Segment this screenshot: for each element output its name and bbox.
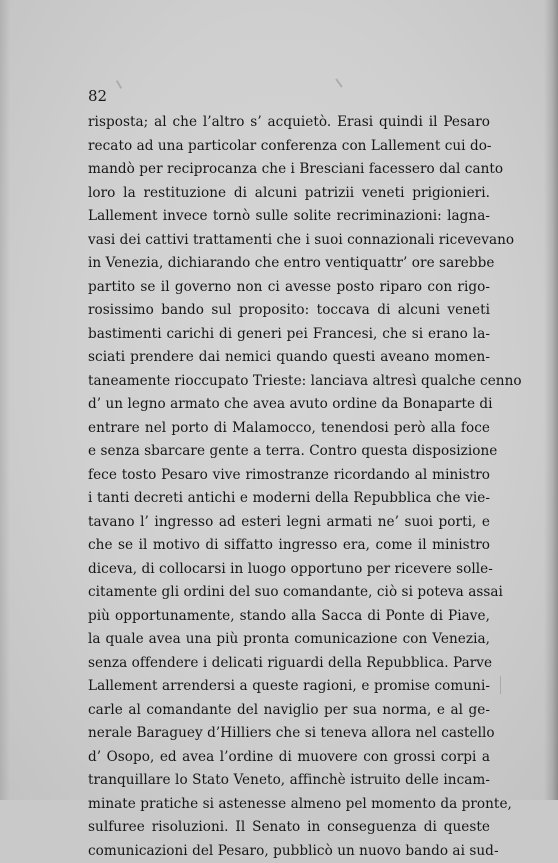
text-line: nerale Baraguey d’Hilliers che si teneva allora nel castello	[88, 722, 490, 746]
text-line: risposta; al che l’altro s’ acquietò. Erasi quindi il Pesaro	[88, 111, 490, 135]
page-number: 82	[88, 86, 107, 106]
text-line: in Venezia, dichiarando che entro ventiquattr’ ore sarebbe	[88, 252, 490, 276]
text-line: più opportunamente, stando alla Sacca di Ponte di Piave,	[88, 605, 490, 629]
text-line: la quale avea una più pronta comunicazione con Venezia,	[88, 628, 490, 652]
text-line: tranquillare lo Stato Veneto, affinchè istruito delle incam-	[88, 769, 490, 793]
text-line: taneamente rioccupato Trieste: lanciava altresì qualche cenno	[88, 370, 490, 394]
paper-speck	[116, 80, 122, 89]
paper-speck	[500, 676, 501, 694]
page-right-shadow	[544, 0, 558, 800]
text-line: minate pratiche si astenesse almeno pel momento da pronte,	[88, 793, 490, 817]
text-line: mandò per reciprocanza che i Bresciani facessero dal canto	[88, 158, 490, 182]
text-line: d’ Osopo, ed avea l’ordine di muovere con grossi corpi a	[88, 746, 490, 770]
text-line: fece tosto Pesaro vive rimostranze ricordando al ministro	[88, 464, 490, 488]
text-line: citamente gli ordini del suo comandante, ciò si poteva assai	[88, 581, 490, 605]
text-line: carle al comandante del naviglio per sua norma, e al ge-	[88, 699, 490, 723]
text-line: d’ un legno armato che avea avuto ordine da Bonaparte di	[88, 393, 490, 417]
text-line: Lallement arrendersi a queste ragioni, e promise comuni-	[88, 675, 490, 699]
text-line: rosissimo bando sul proposito: toccava di alcuni veneti	[88, 299, 490, 323]
text-line: sciati prendere dai nemici quando questi aveano momen-	[88, 346, 490, 370]
page-left-shadow	[0, 0, 10, 800]
text-line: i tanti decreti antichi e moderni della Repubblica che vie-	[88, 487, 490, 511]
text-line: e senza sbarcare gente a terra. Contro questa disposizione	[88, 440, 490, 464]
text-line: che se il motivo di siffatto ingresso era, come il ministro	[88, 534, 490, 558]
body-text	[88, 111, 490, 863]
text-line: senza offendere i delicati riguardi della Repubblica. Parve	[88, 652, 490, 676]
text-line: tavano l’ ingresso ad esteri legni armati ne’ suoi porti, e	[88, 511, 490, 535]
text-line: loro la restituzione di alcuni patrizii veneti prigionieri.	[88, 182, 490, 206]
text-line: entrare nel porto di Malamocco, tenendosi però alla foce	[88, 417, 490, 441]
text-line: sulfuree risoluzioni. Il Senato in conseguenza di queste	[88, 816, 490, 840]
text-line: bastimenti carichi di generi pei Francesi, che si erano la-	[88, 323, 490, 347]
text-line: vasi dei cattivi trattamenti che i suoi connazionali ricevevano	[88, 229, 490, 253]
text-line: Lallement invece tornò sulle solite recriminazioni: lagna-	[88, 205, 490, 229]
paper-speck	[335, 78, 342, 87]
text-line: comunicazioni del Pesaro, pubblicò un nuovo bando ai sud-	[88, 840, 490, 863]
text-line: diceva, di collocarsi in luogo opportuno per ricevere solle-	[88, 558, 490, 582]
text-line: partito se il governo non ci avesse posto riparo con rigo-	[88, 276, 490, 300]
text-line: recato ad una particolar conferenza con Lallement cui do-	[88, 135, 490, 159]
